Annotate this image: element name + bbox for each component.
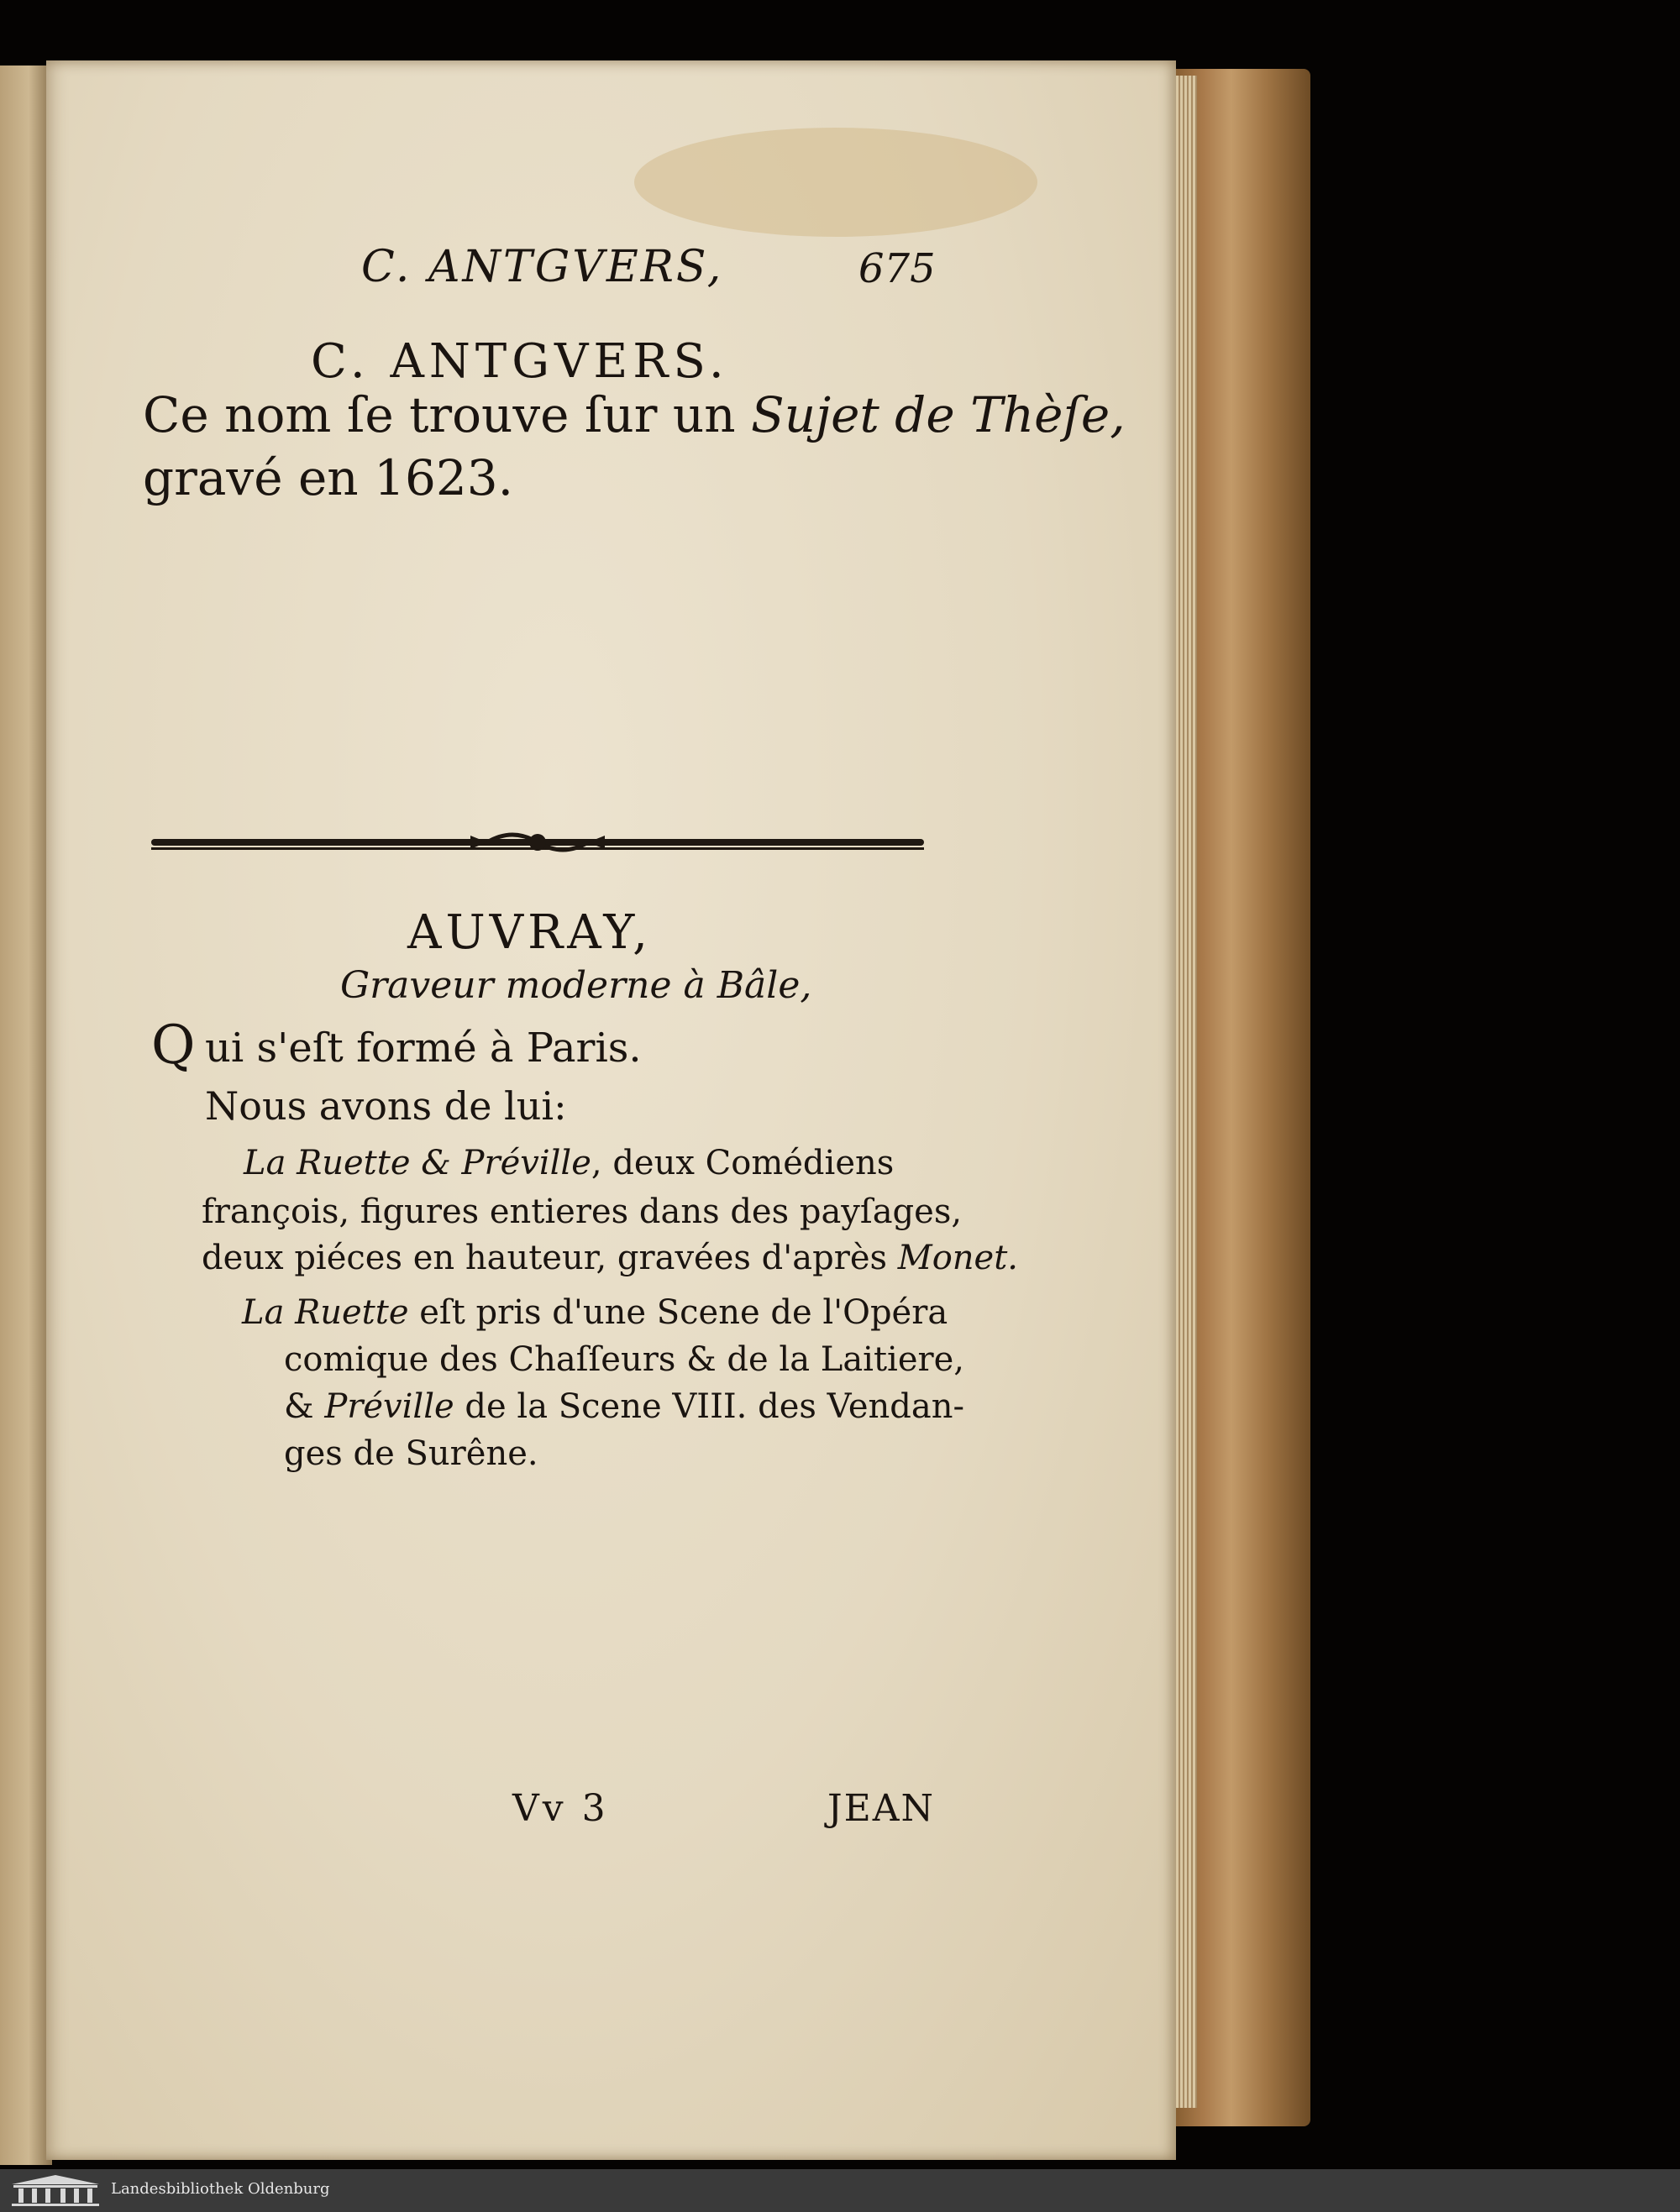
works-name: La Ruette [242,1293,409,1332]
library-building-icon [8,2173,102,2208]
works-line-3 [202,1239,1018,1277]
works-names: La Ruette & Préville [244,1144,591,1182]
entry-title-antgvers: C. ANTGVERS. [311,334,729,389]
entry1-italic: Sujet de Thèſe, [751,386,1126,443]
left-page-edge [0,66,52,2165]
water-stain [634,128,1037,237]
works-line-2: françois, figures entieres dans des payſages, [202,1192,963,1231]
footer-institution: Landesbibliothek Oldenburg [111,2180,330,2198]
works-line-7: ges de Surêne. [284,1434,538,1473]
entry1-line2: gravé en 1623. [143,449,514,506]
works-line-4 [242,1293,948,1332]
works-line-6 [284,1387,964,1426]
works-text: eſt pris d'une Scene de l'Opéra [408,1293,948,1332]
catchword: JEAN [827,1787,936,1830]
works-line-5: comique des Chaſſeurs & de la Laitiere, [284,1340,965,1379]
running-head: C. ANTGVERS, [361,242,724,292]
works-text: deux piéces en hauteur, gravées d'après [202,1239,888,1277]
entry1-text: Ce nom ſe trouve ſur un [143,386,736,443]
works-artist: Monet. [897,1239,1018,1277]
works-text: & [284,1387,325,1426]
entry2-line2: Nous avons de lui: [205,1083,567,1129]
works-text: de la Scene VIII. des Vendan- [454,1387,964,1426]
entry-title-auvray: AUVRAY, [407,905,652,960]
page-number: 675 [858,245,936,292]
works-line-1 [244,1144,894,1182]
signature-mark: Vv 3 [512,1787,609,1830]
entry1-line1 [143,386,1126,443]
works-text: , deux Comédiens [591,1144,895,1182]
drop-capital: Q [151,1014,196,1077]
entry2-subtitle: Graveur moderne à Bâle, [340,964,812,1007]
entry2-line1: ui s'eſt formé à Paris. [205,1025,642,1072]
ornamental-rule [151,827,924,861]
works-name: Préville [324,1387,454,1426]
